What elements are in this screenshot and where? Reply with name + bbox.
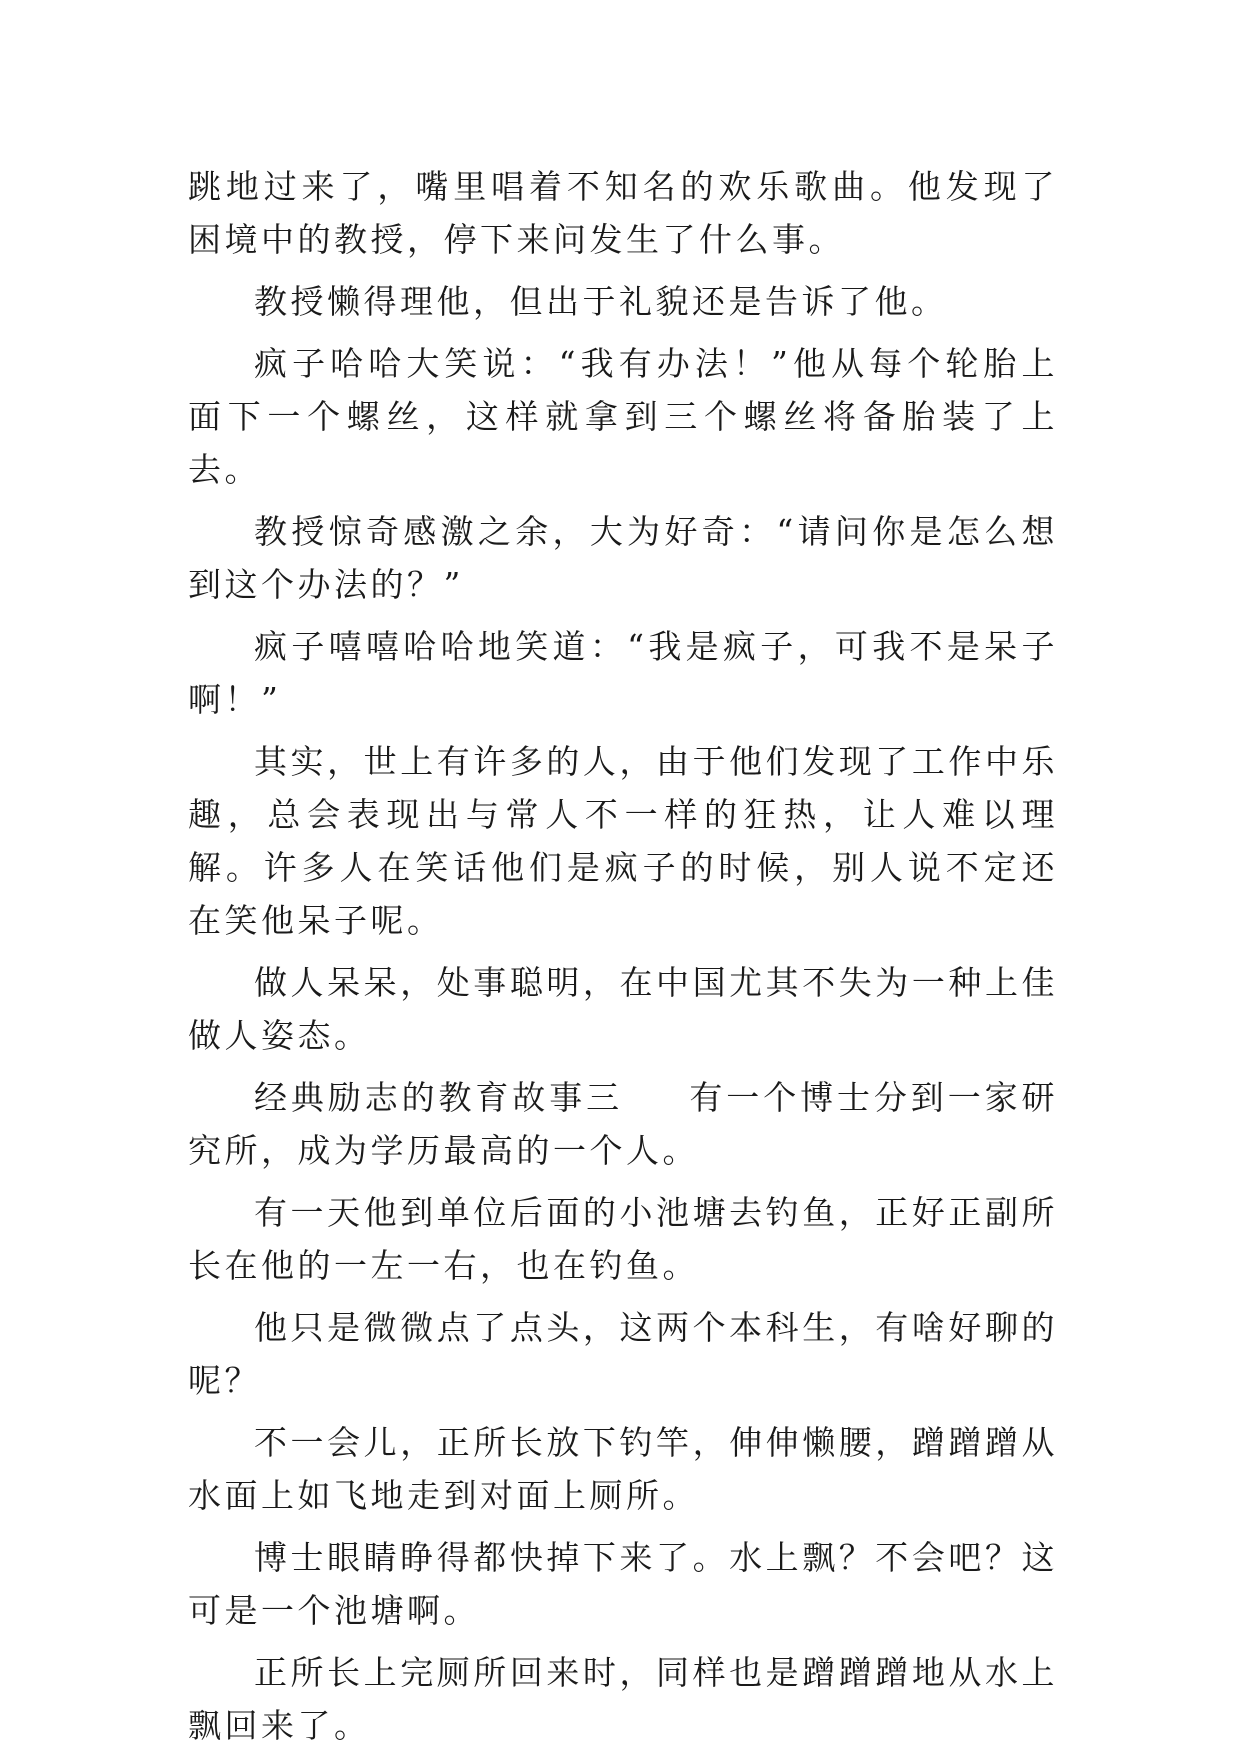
paragraph: 跳地过来了，嘴里唱着不知名的欢乐歌曲。他发现了困境中的教授，停下来问发生了什么事。 [188,167,1058,259]
paragraph: 教授惊奇感激之余，大为好奇：“请问你是怎么想到这个办法的？” [188,512,1058,604]
paragraph: 博士眼睛睁得都快掉下来了。水上飘？不会吧？这可是一个池塘啊。 [188,1538,1058,1630]
section-paragraph [188,1071,1058,1177]
paragraph: 做人呆呆，处事聪明，在中国尤其不失为一种上佳做人姿态。 [188,963,1058,1055]
paragraph: 其实，世上有许多的人，由于他们发现了工作中乐趣，总会表现出与常人不一样的狂热，让人难以理解。许多人在笑话他们是疯子的时候，别人说不定还在笑他呆子呢。 [188,742,1058,940]
paragraph: 有一天他到单位后面的小池塘去钓鱼，正好正副所长在他的一左一右，也在钓鱼。 [188,1193,1058,1285]
paragraph: 疯子嘻嘻哈哈地笑道：“我是疯子，可我不是呆子啊！” [188,627,1058,719]
document-body [188,160,1058,1761]
paragraph: 疯子哈哈大笑说：“我有办法！”他从每个轮胎上面下一个螺丝，这样就拿到三个螺丝将备胎装了上去。 [188,344,1058,489]
paragraph: 不一会儿，正所长放下钓竿，伸伸懒腰，蹭蹭蹭从水面上如飞地走到对面上厕所。 [188,1423,1058,1515]
paragraph: 教授懒得理他，但出于礼貌还是告诉了他。 [254,282,948,321]
section-heading: 经典励志的教育故事三 [254,1078,623,1117]
section-first-text: 有一个博士分到一家研究所，成为学历最高的一个人。 [188,1078,1059,1170]
paragraph: 他只是微微点了点头，这两个本科生，有啥好聊的呢？ [188,1308,1058,1400]
paragraph: 正所长上完厕所回来时，同样也是蹭蹭蹭地从水上飘回来了。 [188,1653,1058,1745]
